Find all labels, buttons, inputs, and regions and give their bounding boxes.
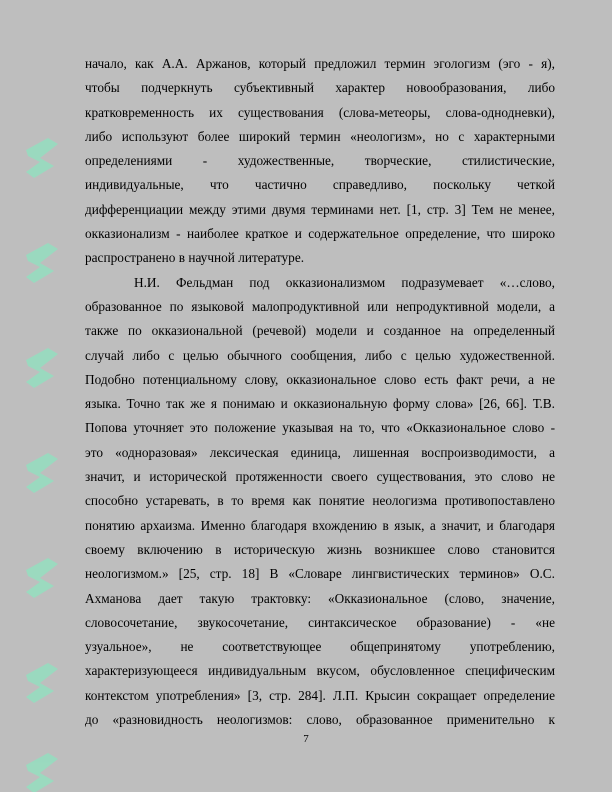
text-line: индивидуальные, что частично справедливо, поскольку четкой [85,177,555,193]
document-body [85,52,555,732]
text-line: либо используют более широкий термин «неологизм», но с характерными [85,128,555,144]
watermark-marks [26,138,58,792]
watermark-mark [26,138,58,178]
text-line: чтобы подчеркнуть субъективный характер новообразования, либо [85,80,555,96]
text-line: начало, как А.А. Аржанов, который предложил термин эгологизм (эго - я), [85,56,555,71]
page-number: 7 [303,733,309,745]
watermark-mark [26,348,58,388]
text-line: кратковременность их существования (слова-метеоры, слова-однодневки), [85,104,555,120]
text-line: Подобно потенциальному слову, окказиональное слово есть факт речи, а не [85,371,555,387]
text-line: неологизмом.» [25, стр. 18] В «Словаре лингвистических терминов» О.С. [85,566,555,582]
text-line: Попова уточняет это положение указывая на то, что «Окказиональное слово - [85,420,555,436]
watermark-mark [26,453,58,493]
text-line: определениями - художественные, творческие, стилистические, [85,153,555,169]
text-line: образованное по языковой малопродуктивной или непродуктивной модели, а [85,298,555,314]
watermark-mark [26,558,58,598]
text-line: случай либо с целью обычного сообщения, либо с целью художественной. [85,347,555,363]
text-line: словосочетание, звукосочетание, синтаксическое образование) - «не [85,614,555,630]
text-line: значит, и исторической протяженности своего существования, это слово не [85,469,555,485]
text-line: Ахманова дает такую трактовку: «Окказиональное (слово, значение, [85,590,555,606]
text-line: понятию архаизма. Именно благодаря вхождению в язык, а значит, и благодаря [85,517,555,533]
text-line: окказионализм - наиболее краткое и содержательное определение, что широко [85,226,555,242]
text-line: способно устаревать, в то время как понятие неологизма противопоставлено [85,493,555,509]
text-line: языка. Точно так же я понимаю и окказиональную форму слова» [26, 66]. Т.В. [85,396,555,412]
watermark-mark [26,243,58,283]
text-line: распространено в научной литературе. [85,250,305,266]
watermark-mark [26,663,58,703]
text-line: это «одноразовая» лексическая единица, лишенная воспроизводимости, а [85,444,555,460]
text-line: также по окказиональной (речевой) модели и созданное на определенный [85,323,555,339]
watermark-mark [26,753,58,792]
text-line: своему включению в историческую жизнь возникшее слово становится [85,541,555,557]
text-line: характеризующееся индивидуальным вкусом, обусловленное специфическим [85,663,555,679]
text-line: контекстом употребления» [3, стр. 284]. Л.П. Крысин сокращает определение [85,687,555,703]
text-line: дифференциации между этими двумя терминами нет. [1, стр. 3] Тем не менее, [85,201,555,217]
watermark [20,0,68,792]
text-line: Н.И. Фельдман под окказионализмом подразумевает «…слово, [134,274,555,290]
text-line: до «разновидность неологизмов: слово, образованное применительно к [85,712,555,728]
text-line: узуальное», не соответствующее общепринятому употреблению, [85,639,555,655]
